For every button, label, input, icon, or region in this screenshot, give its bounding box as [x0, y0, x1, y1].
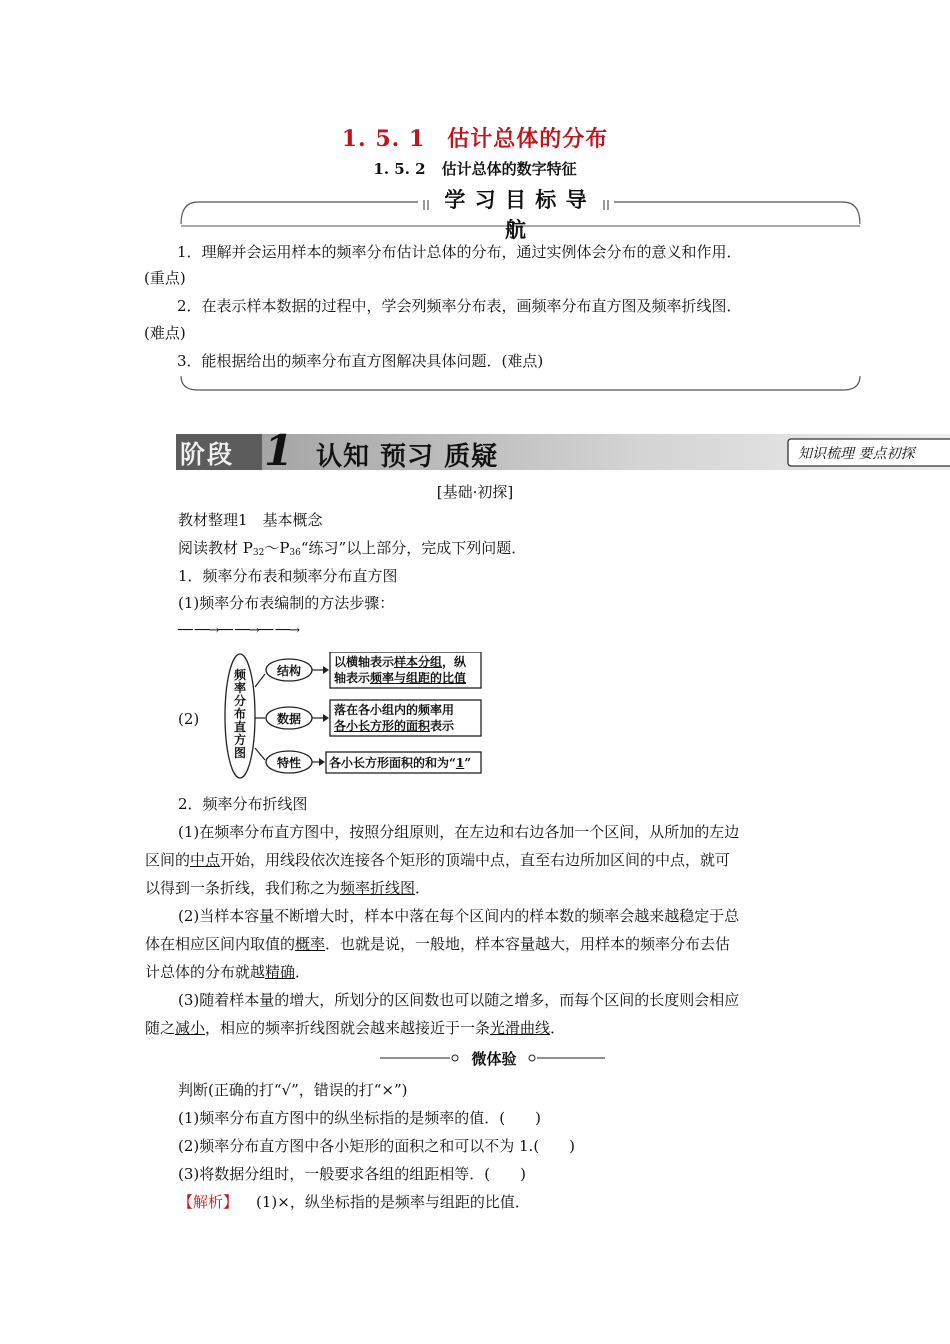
property-desc-b: ”: [464, 756, 472, 770]
p2-line3: [145, 962, 310, 982]
p3-l2-u: 减小: [175, 1019, 206, 1037]
p2-l2-a: 体在相应区间内取值的: [145, 935, 296, 953]
subtitle-text: 估计总体的数字特征: [441, 160, 577, 178]
p3-line1: (3)随着样本量的增大，所划分的区间数也可以随之增多，而每个区间的长度则会相应: [178, 991, 740, 1009]
material-heading: 教材整理1 基本概念: [178, 511, 323, 529]
p1-line3: [145, 878, 430, 898]
structure-desc-1b: ，纵: [442, 655, 467, 669]
structure-desc-2u: 频率与组距的比值: [370, 671, 467, 685]
reading-pre: 阅读教材 P: [178, 539, 253, 557]
p2-line1: (2)当样本容量不断增大时，样本中落在每个区间内的样本数的频率会越来越稳定于总: [178, 907, 740, 925]
property-desc-a: 各小长方形面积的和为“: [329, 756, 456, 770]
page-subtitle: [0, 158, 950, 179]
p3-l2-u2: 光滑曲线: [490, 1019, 551, 1037]
p1-l2-a: 区间的: [145, 851, 191, 869]
data-desc-2u: 各小长方形的面积: [334, 719, 431, 733]
diagram-desc-data: [334, 702, 454, 734]
goal-item-1-note: (重点): [144, 269, 186, 287]
p1-line2: [145, 850, 730, 870]
p2-l3-a: 计总体的分布就越: [145, 963, 266, 981]
reading-post: “练习”以上部分，完成下列问题．: [300, 539, 527, 557]
p2-line2: [145, 934, 730, 954]
stage-number: 1: [264, 426, 294, 475]
learning-goals-box: [144, 187, 861, 391]
data-desc-2b: 表示: [430, 719, 455, 733]
center-char-1: 频: [233, 668, 246, 682]
structure-desc-1u: 样本分组: [394, 655, 443, 669]
p3-l2-a: 随之: [145, 1019, 176, 1037]
center-char-7: 图: [233, 746, 246, 760]
goal-item-2-note: (难点): [144, 324, 186, 342]
structure-desc-1a: 以横轴表示: [334, 655, 395, 669]
diagram-key-structure: 结构: [276, 664, 301, 678]
p3-l2-b: ，相应的频率折线图就会越来越接近于一条: [205, 1019, 491, 1037]
p1-l3-a: 以得到一条折线，我们称之为: [145, 879, 341, 897]
reading-page-start: 32: [252, 548, 265, 558]
item-2-heading: 2．频率分布折线图: [178, 795, 308, 813]
exercise-divider: [380, 1046, 605, 1070]
basis-label: [基础·初探]: [436, 483, 514, 501]
title-number: 1. 5. 1: [341, 126, 426, 152]
p1-l3-b: ．: [415, 879, 431, 897]
title-text: 估计总体的分布: [447, 126, 609, 152]
flow-arrows: ── ──→── ──→── ──→: [178, 623, 299, 638]
exercise-q1: (1)频率分布直方图中的纵坐标指的是频率的值．( ): [178, 1109, 541, 1127]
center-char-5: 直: [233, 720, 246, 734]
page-title: [0, 122, 950, 153]
stage-tag: 知识梳理 要点初探: [798, 446, 915, 462]
exercise-q2: (2)频率分布直方图中各小矩形的面积之和可以不为 1.( ): [178, 1137, 576, 1155]
goals-heading: 学 习 目 标 导 航: [444, 187, 588, 242]
exercise-instruction: 判断(正确的打“√”，错误的打“×”): [178, 1081, 408, 1099]
answer-text: (1)×，纵坐标指的是频率与组距的比值．: [256, 1193, 530, 1211]
stage-label: 阶段: [180, 440, 235, 469]
p1-l2-b: 开始，用线段依次连接各个矩形的顶端中点，直至右边所加区间的中点，就可: [220, 851, 731, 869]
exercise-answer: [178, 1192, 530, 1212]
p2-l2-b: ．也就是说，一般地，样本容量越大，用样本的频率分布去估: [325, 935, 731, 953]
p3-l2-c: ．: [550, 1019, 566, 1037]
p1-l3-u: 频率折线图: [340, 879, 416, 897]
diagram-key-property: 特性: [276, 756, 301, 770]
center-char-4: 布: [233, 707, 246, 721]
exercise-q3: (3)将数据分组时，一般要求各组的组距相等．( ): [178, 1165, 526, 1183]
goal-item-1: 1．理解并会运用样本的频率分布估计总体的分布，通过实例体会分布的意义和作用．: [177, 243, 742, 261]
center-char-6: 方: [233, 733, 246, 747]
stage-banner: [176, 426, 950, 475]
diagram-center-label: [232, 669, 248, 760]
diagram-desc-property: [329, 755, 471, 771]
p1-line1: (1)在频率分布直方图中，按照分组原则，在左边和右边各加一个区间，从所加的左边: [178, 823, 740, 841]
p2-l3-b: ．: [295, 963, 311, 981]
center-char-2: 率: [233, 681, 246, 695]
diagram-desc-structure: [334, 654, 466, 686]
p1-l2-u: 中点: [190, 851, 221, 869]
item-1-heading: 1．频率分布表和频率分布直方图: [178, 567, 398, 585]
item-1-1: (1)频率分布表编制的方法步骤：: [178, 594, 395, 612]
center-char-3: 分: [233, 694, 246, 708]
reading-instruction: [178, 538, 526, 563]
exercise-heading: 微体验: [471, 1050, 517, 1068]
p3-line2: [145, 1018, 565, 1038]
property-desc-u: 1: [455, 756, 465, 770]
item-1-2: (2): [178, 710, 200, 728]
goal-item-3: 3．能根据给出的频率分布直方图解决具体问题．(难点): [177, 352, 544, 370]
p2-l2-u: 概率: [295, 935, 326, 953]
subtitle-number: 1. 5. 2: [373, 160, 426, 178]
goal-item-2: 2．在表示样本数据的过程中，学会列频率分布表，画频率分布直方图及频率折线图．: [177, 297, 742, 315]
answer-label: 【解析】: [178, 1193, 239, 1211]
reading-page-end: 36: [289, 548, 301, 558]
data-desc-1: 落在各小组内的频率用: [334, 703, 455, 717]
p2-l3-u: 精确: [265, 963, 296, 981]
structure-desc-2a: 轴表示: [334, 671, 371, 685]
stage-title: 认知 预习 质疑: [316, 442, 499, 472]
diagram-key-data: 数据: [276, 712, 301, 726]
histogram-diagram: [222, 652, 492, 780]
reading-mid: ～P: [264, 539, 290, 557]
